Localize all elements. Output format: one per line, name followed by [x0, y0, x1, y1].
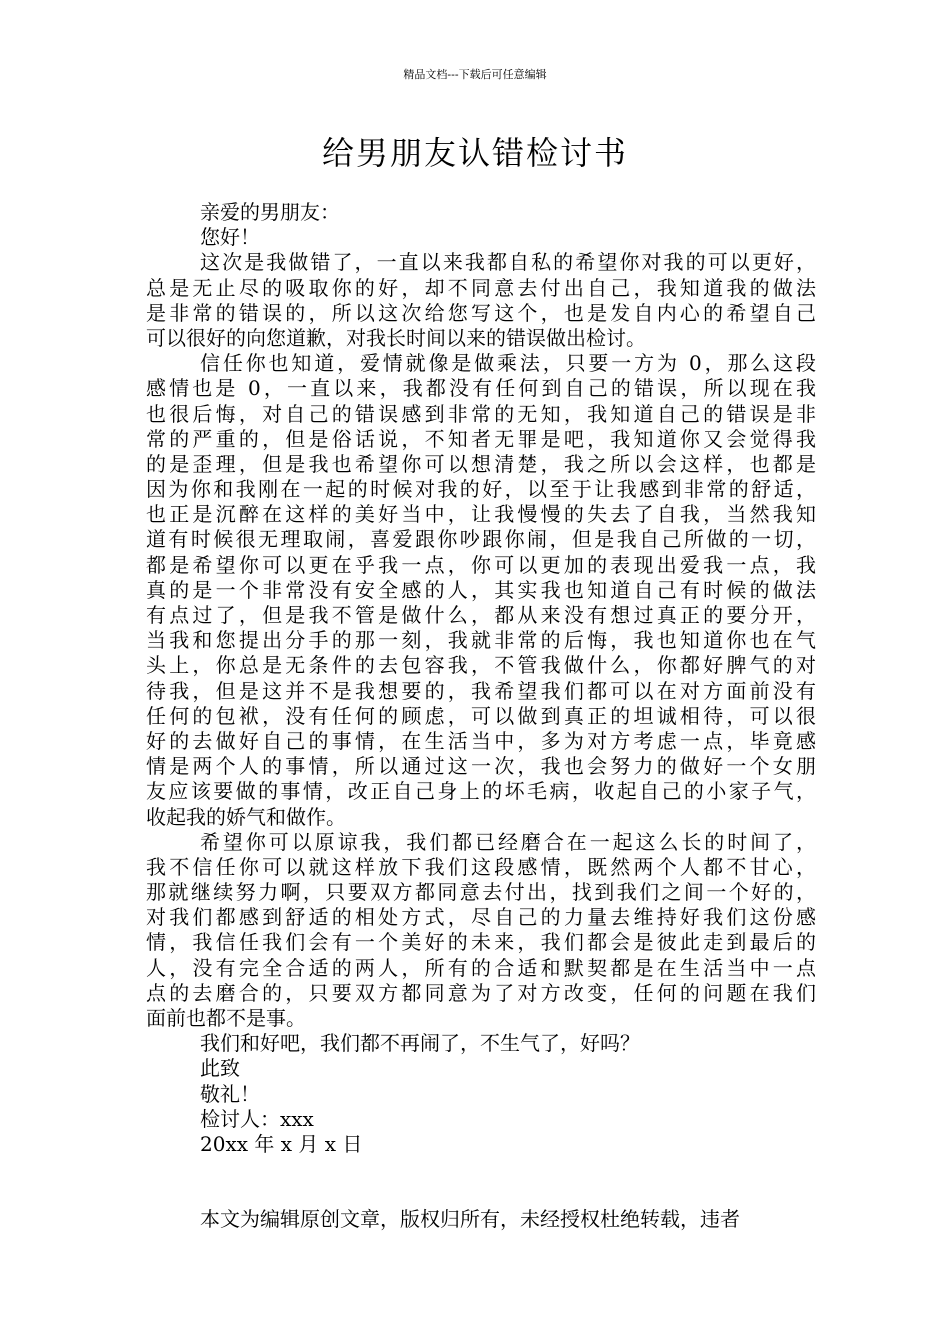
paragraph-line: 当我和您提出分手的那一刻，我就非常的后悔，我也知道你也在气: [146, 628, 816, 653]
spacer: [146, 1157, 816, 1207]
paragraph-line: 信任你也知道，爱情就像是做乘法，只要一方为 0，那么这段: [200, 351, 816, 376]
paragraph-line: 也正是沉醉在这样的美好当中，让我慢慢的失去了自我，当然我知: [146, 502, 816, 527]
paragraph-line: 的是歪理，但是我也希望你可以想清楚，我之所以会这样，也都是: [146, 451, 816, 476]
paragraph-line: 我不信任你可以就这样放下我们这段感情，既然两个人都不甘心，: [146, 854, 816, 879]
paragraph-line: 这次是我做错了，一直以来我都自私的希望你对我的可以更好，: [200, 250, 816, 275]
paragraph-line: 希望你可以原谅我，我们都已经磨合在一起这么长的时间了，: [200, 829, 816, 854]
signature: 检讨人：xxx: [200, 1106, 314, 1131]
paragraph-line: 头上，你总是无条件的去包容我，不管我做什么，你都好脾气的对: [146, 653, 816, 678]
paragraph-line: 对我们都感到舒适的相处方式，尽自己的力量去维持好我们这份感: [146, 905, 816, 930]
paragraph-line: 也很后悔，对自己的错误感到非常的无知，我知道自己的错误是非: [146, 401, 816, 426]
paragraph-line: 道有时候很无理取闹，喜爱跟你吵跟你闹，但是我自己所做的一切，: [146, 527, 816, 552]
paragraph-line: 真的是一个非常没有安全感的人，其实我也知道自己有时候的做法: [146, 577, 816, 602]
paragraph-3: [146, 830, 816, 1032]
paragraph-line: 总是无止尽的吸取你的好，却不同意去付出自己，我知道我的做法: [146, 275, 816, 300]
paragraph-line: 常的严重的，但是俗话说，不知者无罪是吧，我知道你又会觉得我: [146, 426, 816, 451]
paragraph-1: [146, 250, 816, 351]
paragraph-line: 感情也是 0，一直以来，我都没有任何到自己的错误，所以现在我: [146, 376, 816, 401]
footer-note: 本文为编辑原创文章，版权归所有，未经授权杜绝转载，违者: [200, 1207, 740, 1232]
document-title: 给男朋友认错检讨书: [321, 134, 628, 172]
paragraph-line: 可以很好的向您道歉，对我长时间以来的错误做出检讨。: [146, 325, 646, 350]
paragraph-line: 点的去磨合的，只要双方都同意为了对方改变，任何的问题在我们: [146, 980, 816, 1005]
paragraph-2: [146, 351, 816, 830]
closing-line-1: 此致: [200, 1056, 240, 1081]
paragraph-line: 好的去做好自己的事情，在生活当中，多为对方考虑一点，毕竟感: [146, 728, 816, 753]
paragraph-line: 任何的包袱，没有任何的顾虑，可以做到真正的坦诚相待，可以很: [146, 703, 816, 728]
paragraph-line: 因为你和我刚在一起的时候对我的好，以至于让我感到非常的舒适，: [146, 477, 816, 502]
salutation: 您好！: [200, 225, 260, 250]
paragraph-line: 都是希望你可以更在乎我一点，你可以更加的表现出爱我一点，我: [146, 552, 816, 577]
paragraph-4: 我们和好吧，我们都不再闹了，不生气了，好吗？: [200, 1031, 640, 1056]
paragraph-line: 是非常的错误的，所以这次给您写这个，也是发自内心的希望自己: [146, 300, 816, 325]
closing-line-2: 敬礼！: [200, 1081, 260, 1106]
paragraph-line: 那就继续努力啊，只要双方都同意去付出，找到我们之间一个好的，: [146, 880, 816, 905]
paragraph-line: 待我，但是这并不是我想要的，我希望我们都可以在对方面前没有: [146, 678, 816, 703]
date: 20xx 年 x 月 x 日: [200, 1131, 363, 1156]
letter-body: [146, 200, 816, 1232]
paragraph-line: 情是两个人的事情，所以通过这一次，我也会努力的做好一个女朋: [146, 754, 816, 779]
paragraph-line: 人，没有完全合适的两人，所有的合适和默契都是在生活当中一点: [146, 955, 816, 980]
greeting: 亲爱的男朋友：: [200, 200, 340, 224]
paragraph-line: 收起我的娇气和做作。: [146, 804, 346, 829]
paragraph-line: 友应该要做的事情，改正自己身上的坏毛病，收起自己的小家子气，: [146, 779, 816, 804]
paragraph-line: 情，我信任我们会有一个美好的未来，我们都会是彼此走到最后的: [146, 930, 816, 955]
paragraph-line: 面前也都不是事。: [146, 1006, 306, 1030]
header-note: 精品文档---下载后可任意编辑: [403, 68, 547, 81]
paragraph-line: 有点过了，但是我不管是做什么，都从来没有想过真正的要分开，: [146, 603, 816, 627]
